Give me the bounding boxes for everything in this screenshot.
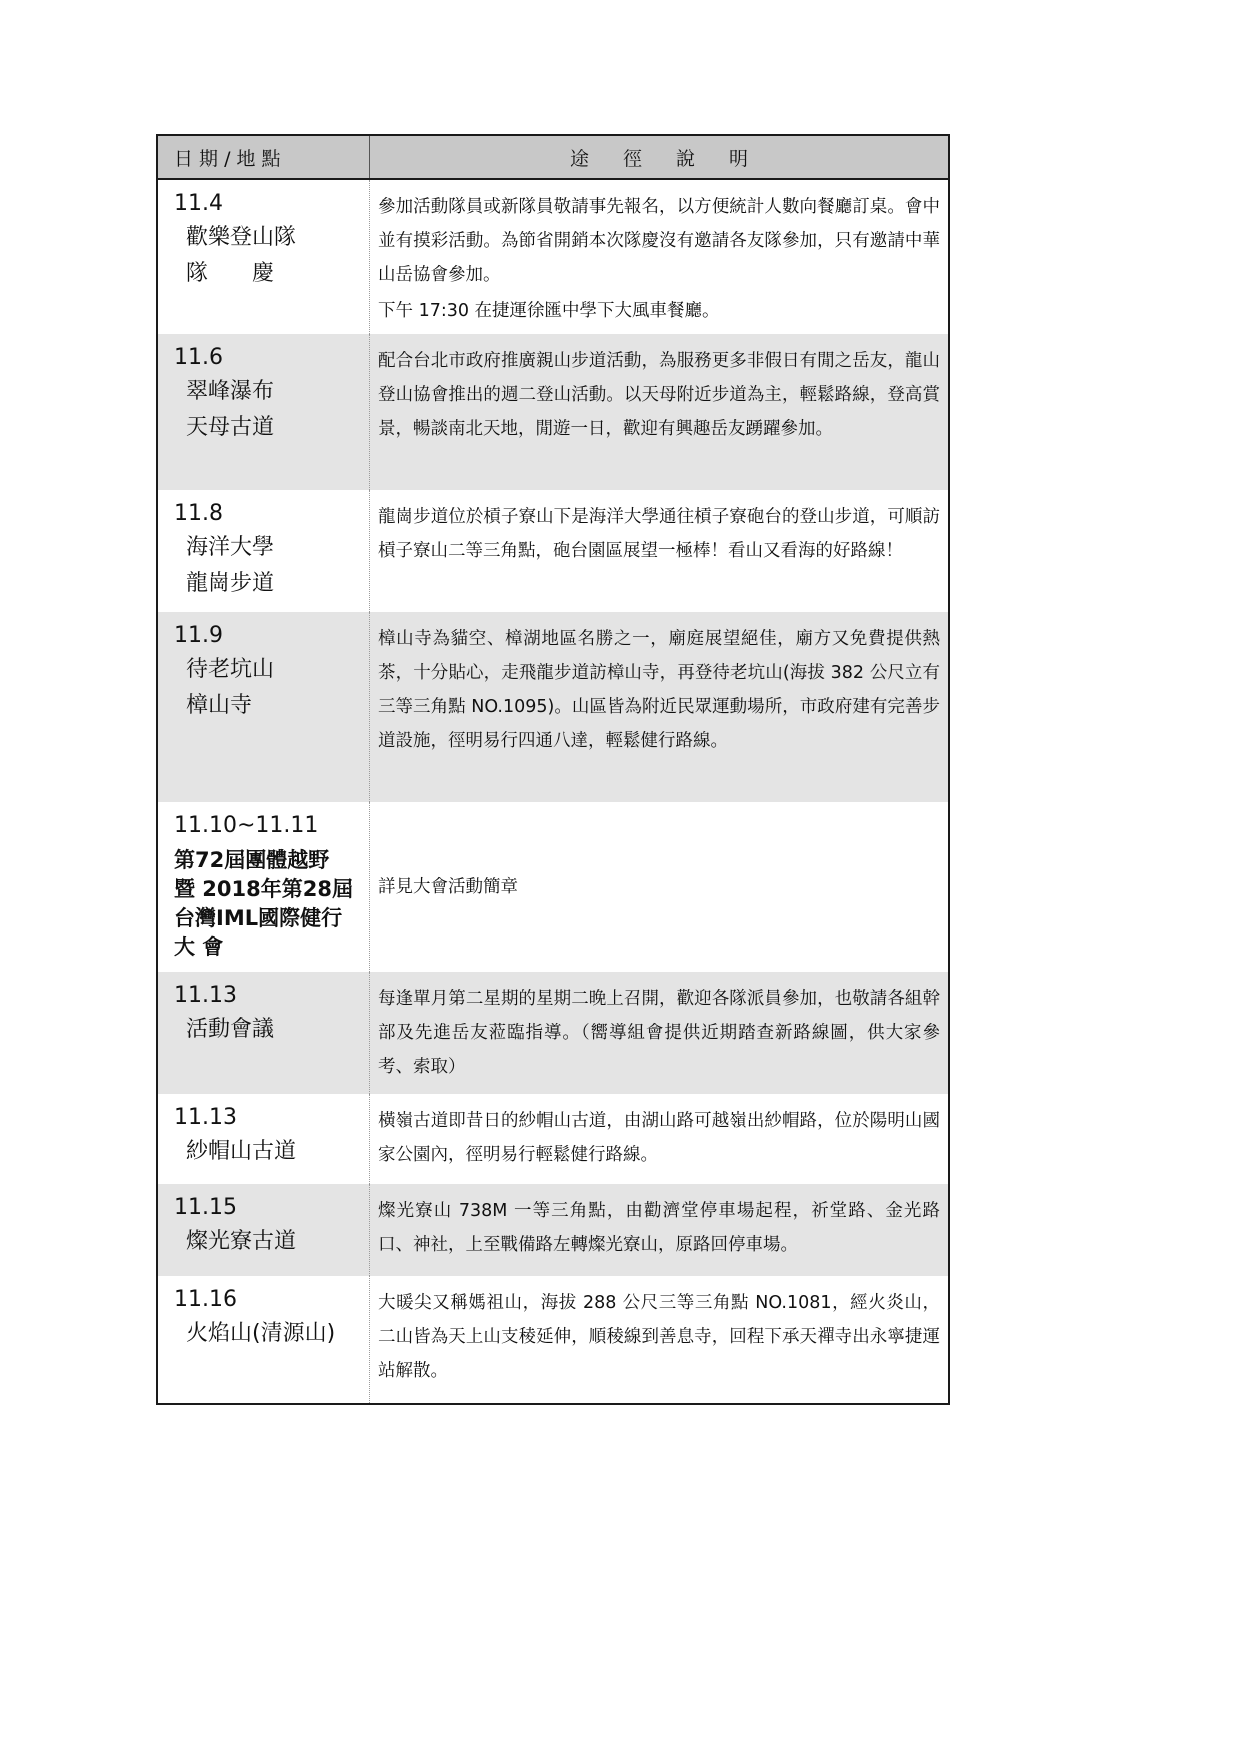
date-place-cell [158, 612, 370, 802]
event-date: 11.6 [174, 345, 223, 370]
description-cell [370, 334, 948, 490]
description-cell [370, 1094, 948, 1184]
date-place-cell [158, 180, 370, 334]
event-place: 天母古道 [186, 415, 275, 440]
table-row [158, 490, 948, 612]
event-title: 台灣IML國際健行 [174, 906, 343, 930]
description-cell [370, 972, 948, 1094]
table-row [158, 802, 948, 972]
description-text: 配合台北市政府推廣親山步道活動，為服務更多非假日有閒之岳友，龍山登山協會推出的週二登山活動。以天母附近步道為主，輕鬆路線，登高賞景，暢談南北天地，閒遊一日，歡迎有興趣岳友踴躍參加。 [378, 351, 940, 439]
date-place-cell [158, 1184, 370, 1276]
event-date: 11.13 [174, 1105, 237, 1130]
date-place-cell [158, 334, 370, 490]
event-title: 第72屆團體越野 [174, 848, 330, 872]
description-text: 燦光寮山 738M 一等三角點，由勸濟堂停車場起程，祈堂路、金光路口、神社，上至戰備路左轉燦光寮山，原路回停車場。 [378, 1201, 940, 1255]
description-cell [370, 802, 948, 972]
schedule-table [156, 134, 950, 1405]
description-cell [370, 1184, 948, 1276]
table-row [158, 1184, 948, 1276]
header-description: 途 徑 說 明 [569, 147, 749, 170]
description-text: 每逢單月第二星期的星期二晚上召開，歡迎各隊派員參加，也敬請各組幹部及先進岳友蒞臨指導。（嚮導組會提供近期踏查新路線圖，供大家參考、索取） [378, 989, 940, 1077]
date-place-cell [158, 802, 370, 972]
event-date: 11.9 [174, 623, 223, 648]
date-place-cell [158, 490, 370, 612]
description-text: 龍崗步道位於槓子寮山下是海洋大學通往槓子寮砲台的登山步道，可順訪槓子寮山二等三角點，砲台園區展望一極棒！看山又看海的好路線！ [378, 507, 940, 561]
event-date: 11.4 [174, 191, 223, 216]
event-title: 大 會 [174, 935, 224, 959]
event-date: 11.8 [174, 501, 223, 526]
description-cell [370, 180, 948, 334]
header-date-place: 日 期 / 地 點 [158, 136, 370, 178]
event-place: 樟山寺 [186, 693, 253, 718]
date-place-cell [158, 1276, 370, 1403]
event-place: 歡樂登山隊 [186, 225, 297, 250]
description-cell [370, 490, 948, 612]
event-title: 暨 2018年第28屆 [174, 877, 353, 901]
date-place-cell [158, 1094, 370, 1184]
event-place: 海洋大學 [186, 535, 275, 560]
table-row [158, 972, 948, 1094]
event-place: 活動會議 [186, 1017, 275, 1042]
table-row [158, 334, 948, 490]
event-place: 火焰山(清源山) [186, 1321, 336, 1346]
event-date: 11.10~11.11 [174, 813, 319, 838]
date-place-cell [158, 972, 370, 1094]
description-cell [370, 612, 948, 802]
table-row [158, 180, 948, 334]
event-place: 待老坑山 [186, 657, 275, 682]
event-place: 龍崗步道 [186, 571, 275, 596]
description-text: 樟山寺為貓空、樟湖地區名勝之一，廟庭展望絕佳，廟方又免費提供熱茶，十分貼心，走飛龍步道訪樟山寺，再登待老坑山(海拔 382 公尺立有三等三角點 NO.1095)。山區皆為附近民眾運動場所，市政府建有完善步道設施，徑明易行四通八達，輕鬆健行路線。 [378, 629, 940, 751]
event-date: 11.13 [174, 983, 237, 1008]
description-text: 橫嶺古道即昔日的紗帽山古道，由湖山路可越嶺出紗帽路，位於陽明山國家公園內，徑明易行輕鬆健行路線。 [378, 1111, 940, 1165]
event-date: 11.16 [174, 1287, 237, 1312]
description-cell [370, 1276, 948, 1403]
description-text: 大暖尖又稱媽祖山，海拔 288 公尺三等三角點 NO.1081，經火炎山，二山皆為天上山支稜延伸，順稜線到善息寺，回程下承天禪寺出永寧捷運站解散。 [378, 1293, 940, 1381]
event-place: 隊 慶 [186, 261, 275, 286]
table-header-row [158, 136, 948, 180]
event-place: 燦光寮古道 [186, 1229, 297, 1254]
event-date: 11.15 [174, 1195, 237, 1220]
table-row [158, 1094, 948, 1184]
description-text: 下午 17:30 在捷運徐匯中學下大風車餐廳。 [378, 301, 720, 321]
table-row [158, 1276, 948, 1403]
event-place: 紗帽山古道 [186, 1139, 297, 1164]
event-place: 翠峰瀑布 [186, 379, 275, 404]
table-row [158, 612, 948, 802]
description-text: 詳見大會活動簡章 [378, 877, 518, 897]
description-text: 參加活動隊員或新隊員敬請事先報名，以方便統計人數向餐廳訂桌。會中並有摸彩活動。為節省開銷本次隊慶沒有邀請各友隊參加，只有邀請中華山岳協會參加。 [378, 197, 940, 285]
